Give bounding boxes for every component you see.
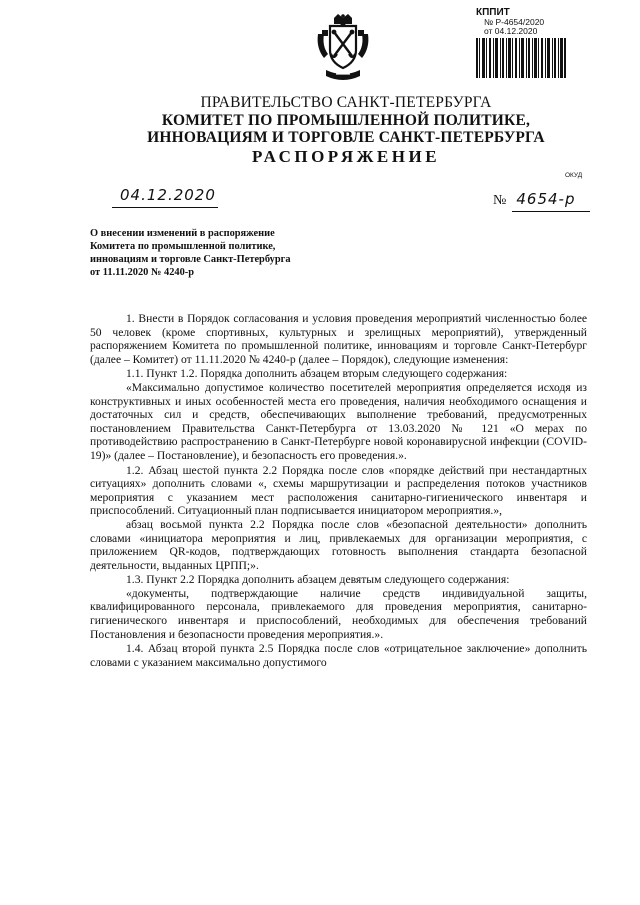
subject-line: Комитета по промышленной политике,	[90, 241, 276, 252]
date-underline	[112, 207, 218, 208]
document-body	[90, 312, 587, 669]
document-number	[493, 190, 575, 209]
document-date: 04.12.2020	[120, 186, 216, 204]
okud-label: ОКУД	[565, 172, 583, 179]
subject-line: инновациям и торговле Санкт-Петербурга	[90, 254, 291, 265]
number-sign: №	[493, 193, 507, 208]
stamp-date: от 04.12.2020	[484, 26, 538, 36]
stamp-reg-number: № Р-4654/2020	[484, 17, 545, 27]
number-underline	[512, 211, 590, 212]
paragraph: «Максимально допустимое количество посетителей мероприятия определяется исходя из конструктивных и иных особенностей места его проведения, наличия необходимого оснащения и достаточных сил и средств, обеспечивающих выполнение требований, предусмотренных постановлением Правительства Санкт-Петербурга от 13.03.2020 № 121 «О мерах по противодействию распространению в Санкт-Петербурге новой коронавирусной инфекции (COVID-19)» (далее – Постановление), и безопасность его проведения.».	[90, 380, 587, 462]
paragraph: 1.2. Абзац шестой пункта 2.2 Порядка после слов «порядке действий при нестандартных ситуациях» дополнить словами «, схемы маршрутизации и распределения потоков участников мероприятия с указанием мест расположения санитарно-гигиенического инвентаря и приспособлений. Ситуационный план подписывается инициатором мероприятия.»,	[90, 463, 587, 518]
subject-line: от 11.11.2020 № 4240-р	[90, 267, 195, 278]
number-value: 4654-р	[516, 190, 576, 208]
registration-stamp	[458, 8, 570, 78]
paragraph: абзац восьмой пункта 2.2 Порядка после слов «безопасной деятельности» дополнить словами «инициатора мероприятия и лиц, привлекаемых для организации мероприятия, с приложением QR-кодов, подтверждающих готовность выполнения стандарта безопасной деятельности, выданных ЦРПП;».	[90, 517, 587, 572]
committee-title-line2: ИННОВАЦИЯМ И ТОРГОВЛЕ САНКТ-ПЕТЕРБУРГА	[147, 129, 545, 146]
government-title: ПРАВИТЕЛЬСТВО САНКТ-ПЕТЕРБУРГА	[200, 94, 492, 111]
subject-block	[90, 227, 390, 279]
committee-title-line1: КОМИТЕТ ПО ПРОМЫШЛЕННОЙ ПОЛИТИКЕ,	[161, 112, 531, 129]
subject-line: О внесении изменений в распоряжение	[90, 228, 275, 239]
barcode-icon	[476, 38, 566, 78]
document-type-title: РАСПОРЯЖЕНИЕ	[251, 147, 441, 166]
coat-of-arms-icon	[312, 14, 374, 86]
paragraph: 1.3. Пункт 2.2 Порядка дополнить абзацем девятым следующего содержания:	[126, 573, 510, 587]
stamp-org: КППИТ	[476, 7, 510, 18]
paragraph: 1.4. Абзац второй пункта 2.5 Порядка после слов «отрицательное заключение» дополнить словами с указанием максимально допустимого	[90, 642, 587, 669]
paragraph: 1.1. Пункт 1.2. Порядка дополнить абзацем вторым следующего содержания:	[126, 367, 508, 381]
paragraph: 1. Внести в Порядок согласования и условия проведения мероприятий численностью более 50 человек (кроме спортивных, культурных и зрелищных мероприятий), утвержденный распоряжением Комитета по промышленной политике, инновациям и торговле Санкт-Петербург (далее – Комитет) от 11.11.2020 № 4240-р (далее – Порядок), следующие изменения:	[90, 312, 587, 366]
paragraph: «документы, подтверждающие наличие средств индивидуальной защиты, квалифицированного персонала, привлекаемого для проведения мероприятия, санитарно-гигиенического инвентаря и приспособлений, необходимых для обеспечения требований Постановления и безопасности проведения мероприятия.».	[90, 586, 587, 641]
